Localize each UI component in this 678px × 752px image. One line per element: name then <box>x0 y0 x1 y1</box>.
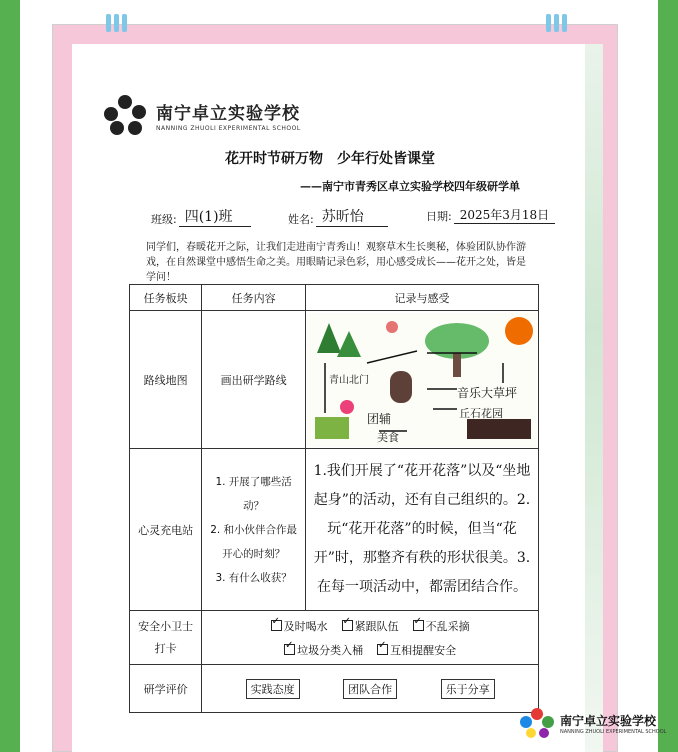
class-value: 四(1)班 <box>179 206 251 227</box>
header-section: 任务板块 <box>130 285 202 311</box>
checkbox-checked-icon <box>271 620 282 631</box>
checkbox-checked-icon <box>284 644 295 655</box>
class-field <box>151 206 251 227</box>
table-row <box>130 665 539 713</box>
date-label: 日期: <box>426 210 452 223</box>
heart-questions-cell <box>202 449 306 611</box>
school-name-cn: 南宁卓立实验学校 <box>156 103 300 124</box>
safety-item-trash: ✓垃圾分类入桶 <box>284 642 363 658</box>
flower-logo-icon <box>104 95 148 135</box>
safety-items-line1 <box>203 618 537 634</box>
route-task-cell: 画出研学路线 <box>202 311 306 449</box>
study-table <box>129 284 539 713</box>
footer-school-name-en: NANNING ZHUOLI EXPERIMENTAL SCHOOL <box>560 728 667 735</box>
heart-section-cell: 心灵充电站 <box>130 449 202 611</box>
route-map-icon <box>307 313 537 447</box>
right-green-border <box>658 0 678 752</box>
safety-label-line1: 安全小卫士 <box>138 619 194 633</box>
map-label-team: 团辅 <box>367 411 392 426</box>
date-field <box>426 206 555 224</box>
eval-item-teamwork: 团队合作 <box>343 679 397 699</box>
school-name-en: NANNING ZHUOLI EXPERIMENTAL SCHOOL <box>156 124 301 132</box>
header-record: 记录与感受 <box>306 285 539 311</box>
route-section-cell: 路线地图 <box>130 311 202 449</box>
binder-clip-left <box>106 14 132 32</box>
safety-section-cell <box>130 611 202 665</box>
safety-item-no-picking: ✓ 不乱采摘 <box>413 618 470 634</box>
eval-item-sharing: 乐于分享 <box>441 679 495 699</box>
table-row <box>130 449 539 611</box>
question-1: 1. 开展了哪些活动？ <box>215 475 292 512</box>
safety-items-cell <box>202 611 539 665</box>
name-field <box>288 206 388 227</box>
checkbox-checked-icon <box>342 620 353 631</box>
map-label-north-gate: 青山北门 <box>329 374 369 386</box>
table-header-row <box>130 285 539 311</box>
name-value: 苏昕怡 <box>316 206 388 227</box>
eval-item-attitude: 实践态度 <box>246 679 300 699</box>
table-row <box>130 611 539 665</box>
safety-item-water: ✓及时喝水 <box>271 618 328 634</box>
heart-answer-cell: 1.我们开展了“花开花落”以及“坐地起身”的活动，还有自己组织的。2.玩“花开花落”的时候，但当“花开”时，那整齐有秩的形状很美。3.在每一项活动中，都需团结合作。 <box>306 449 539 611</box>
eval-items-cell <box>202 665 539 713</box>
sheet-subtitle: ——南宁市青秀区卓立实验学校四年级研学单 <box>300 180 520 193</box>
checkbox-checked-icon <box>413 620 424 631</box>
safety-item-follow: ✓ 紧跟队伍 <box>342 618 399 634</box>
map-label-garden: 丘石花园 <box>459 406 503 420</box>
map-label-food: 美食 <box>377 430 399 444</box>
date-value: 2025年3月18日 <box>454 206 555 224</box>
class-label: 班级: <box>151 213 177 226</box>
eval-section-cell: 研学评价 <box>130 665 202 713</box>
decorative-strip <box>585 44 603 752</box>
color-flower-logo-icon <box>520 708 554 738</box>
safety-label-line2: 打卡 <box>154 641 177 655</box>
name-label: 姓名: <box>288 213 314 226</box>
route-map-drawing <box>307 313 537 447</box>
sheet-title: 花开时节研万物 少年行处皆课堂 <box>225 151 435 167</box>
safety-items-line2 <box>203 642 537 658</box>
footer-logo <box>520 708 666 738</box>
safety-item-remind: ✓ 互相提醒安全 <box>377 642 456 658</box>
route-map-cell <box>306 311 539 449</box>
binder-clip-right <box>546 14 572 32</box>
header-task: 任务内容 <box>202 285 306 311</box>
footer-school-name-cn: 南宁卓立实验学校 <box>560 713 657 728</box>
left-green-border <box>0 0 20 752</box>
map-label-lawn: 音乐大草坪 <box>457 385 518 400</box>
table-row <box>130 311 539 449</box>
question-3: 3. 有什么收获？ <box>215 571 292 584</box>
intro-paragraph: 同学们，春暖花开之际，让我们走进南宁青秀山！观察草木生长奥秘，体验团队协作游戏，在自然课堂中感悟生命之美。用眼睛记录色彩，用心感受成长——花开之处，皆是学问！ <box>146 242 526 283</box>
checkbox-checked-icon <box>377 644 388 655</box>
question-2: 2. 和小伙伴合作最开心的时刻？ <box>210 523 298 560</box>
school-logo <box>104 95 301 135</box>
